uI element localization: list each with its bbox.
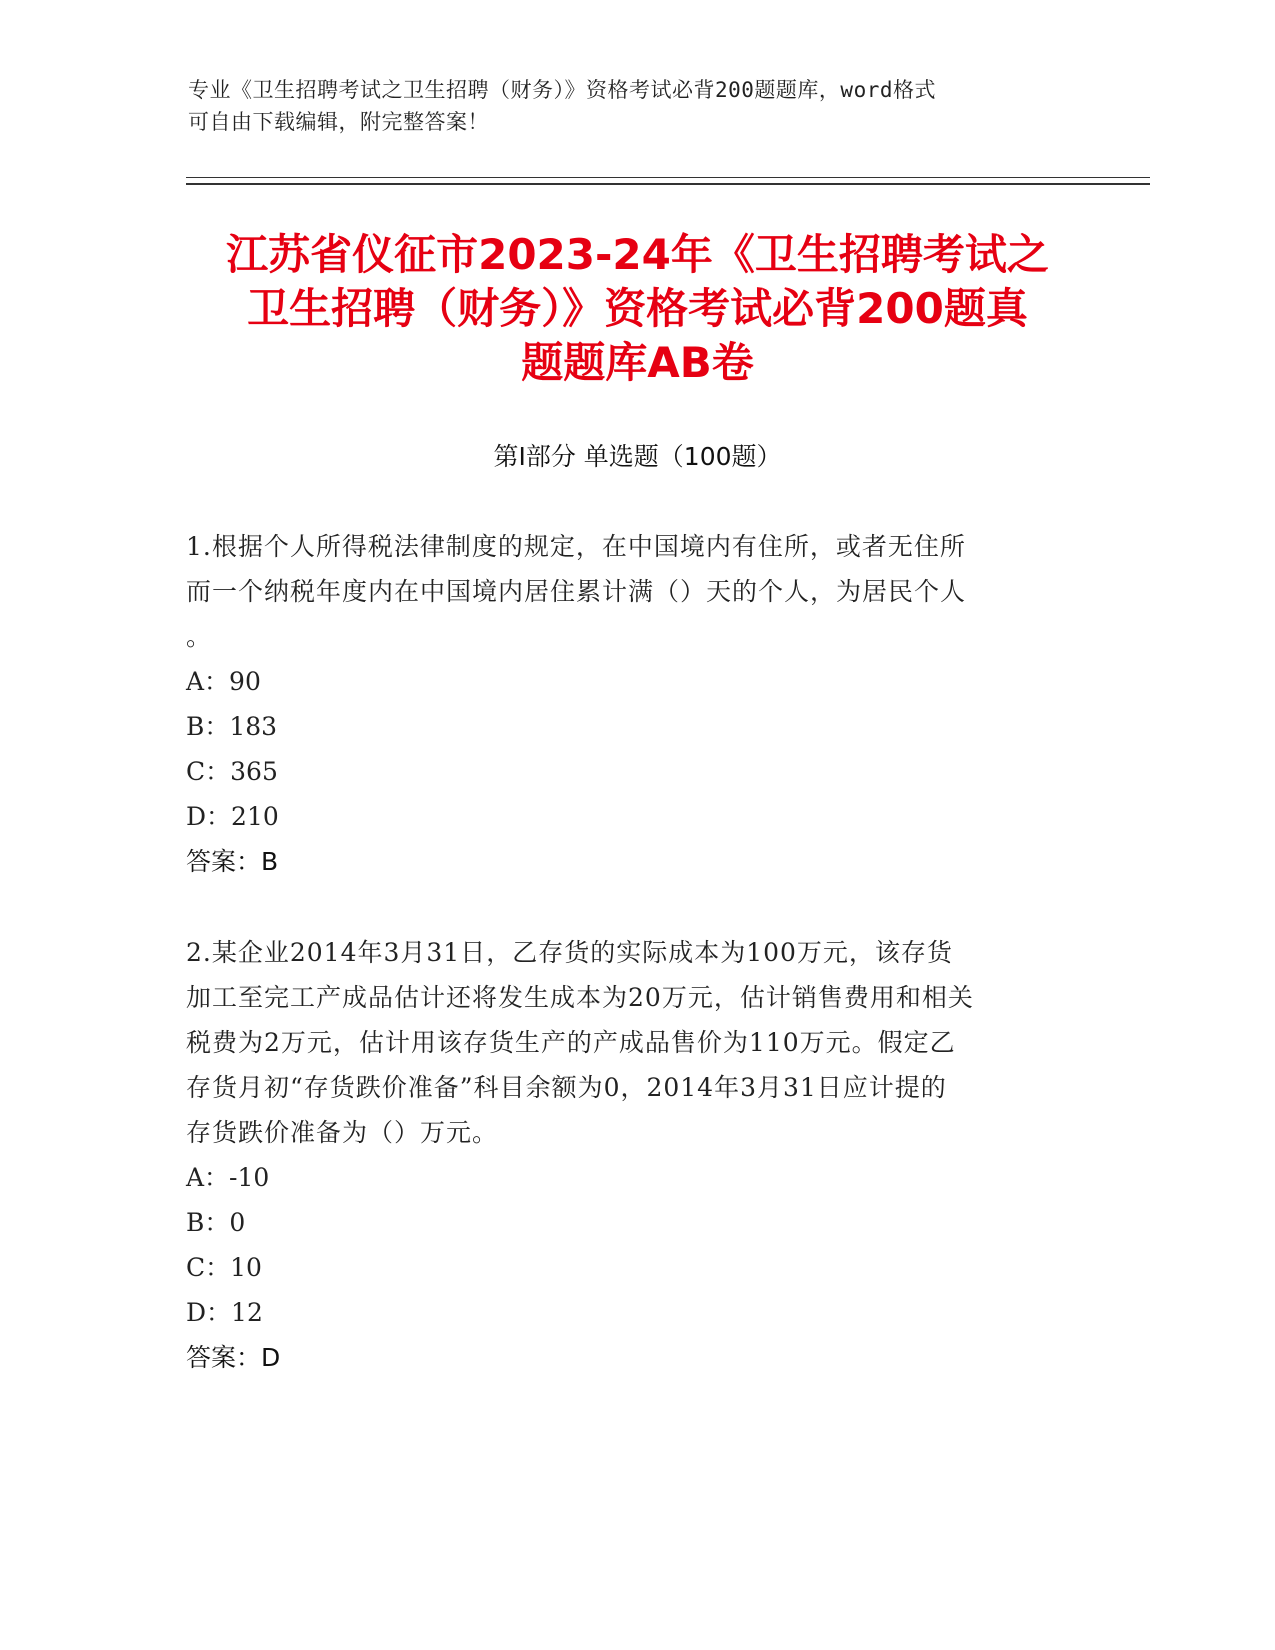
title-line: 题题库AB卷	[521, 338, 754, 387]
question-stem-line: 1.根据个人所得税法律制度的规定，在中国境内有住所，或者无住所	[186, 532, 966, 561]
question-stem-line: 存货跌价准备为（）万元。	[186, 1118, 499, 1147]
question-stem-line: 加工至完工产成品估计还将发生成本为20万元，估计销售费用和相关	[186, 983, 974, 1012]
question-stem	[186, 930, 1086, 1155]
question-2	[186, 930, 1086, 1380]
option-d: D：210	[186, 802, 279, 831]
answer-line: 答案：B	[186, 847, 279, 876]
question-stem-line: 存货月初“存货跌价准备”科目余额为0，2014年3月31日应计提的	[186, 1073, 947, 1102]
option-c: C：365	[186, 757, 278, 786]
option-c: C：10	[186, 1253, 262, 1282]
header-note-line: 可自由下载编辑，附完整答案！	[188, 110, 489, 134]
option-a: A：90	[186, 667, 261, 696]
header-note	[188, 74, 1068, 138]
section-heading: 第Ⅰ部分 单选题（100题）	[493, 442, 782, 471]
question-1	[186, 524, 1086, 884]
question-stem-line: 2.某企业2014年3月31日，乙存货的实际成本为100万元，该存货	[186, 938, 953, 967]
header-note-line: 专业《卫生招聘考试之卫生招聘（财务）》资格考试必背200题题库，word格式	[188, 78, 936, 102]
question-stem-line: 税费为2万元，估计用该存货生产的产成品售价为110万元。假定乙	[186, 1028, 956, 1057]
question-stem	[186, 524, 1086, 659]
title-line: 江苏省仪征市2023-24年《卫生招聘考试之	[226, 230, 1049, 279]
title-line: 卫生招聘（财务）》资格考试必背200题真	[247, 284, 1028, 333]
option-a: A：-10	[186, 1163, 270, 1192]
option-b: B：183	[186, 712, 278, 741]
question-stem-line: 。	[186, 622, 213, 651]
option-d: D：12	[186, 1298, 263, 1327]
header-divider-thick	[186, 183, 1150, 185]
option-b: B：0	[186, 1208, 246, 1237]
question-stem-line: 而一个纳税年度内在中国境内居住累计满（）天的个人，为居民个人	[186, 577, 967, 606]
document-title	[150, 228, 1125, 390]
header-divider	[186, 177, 1150, 178]
answer-line: 答案：D	[186, 1343, 281, 1372]
